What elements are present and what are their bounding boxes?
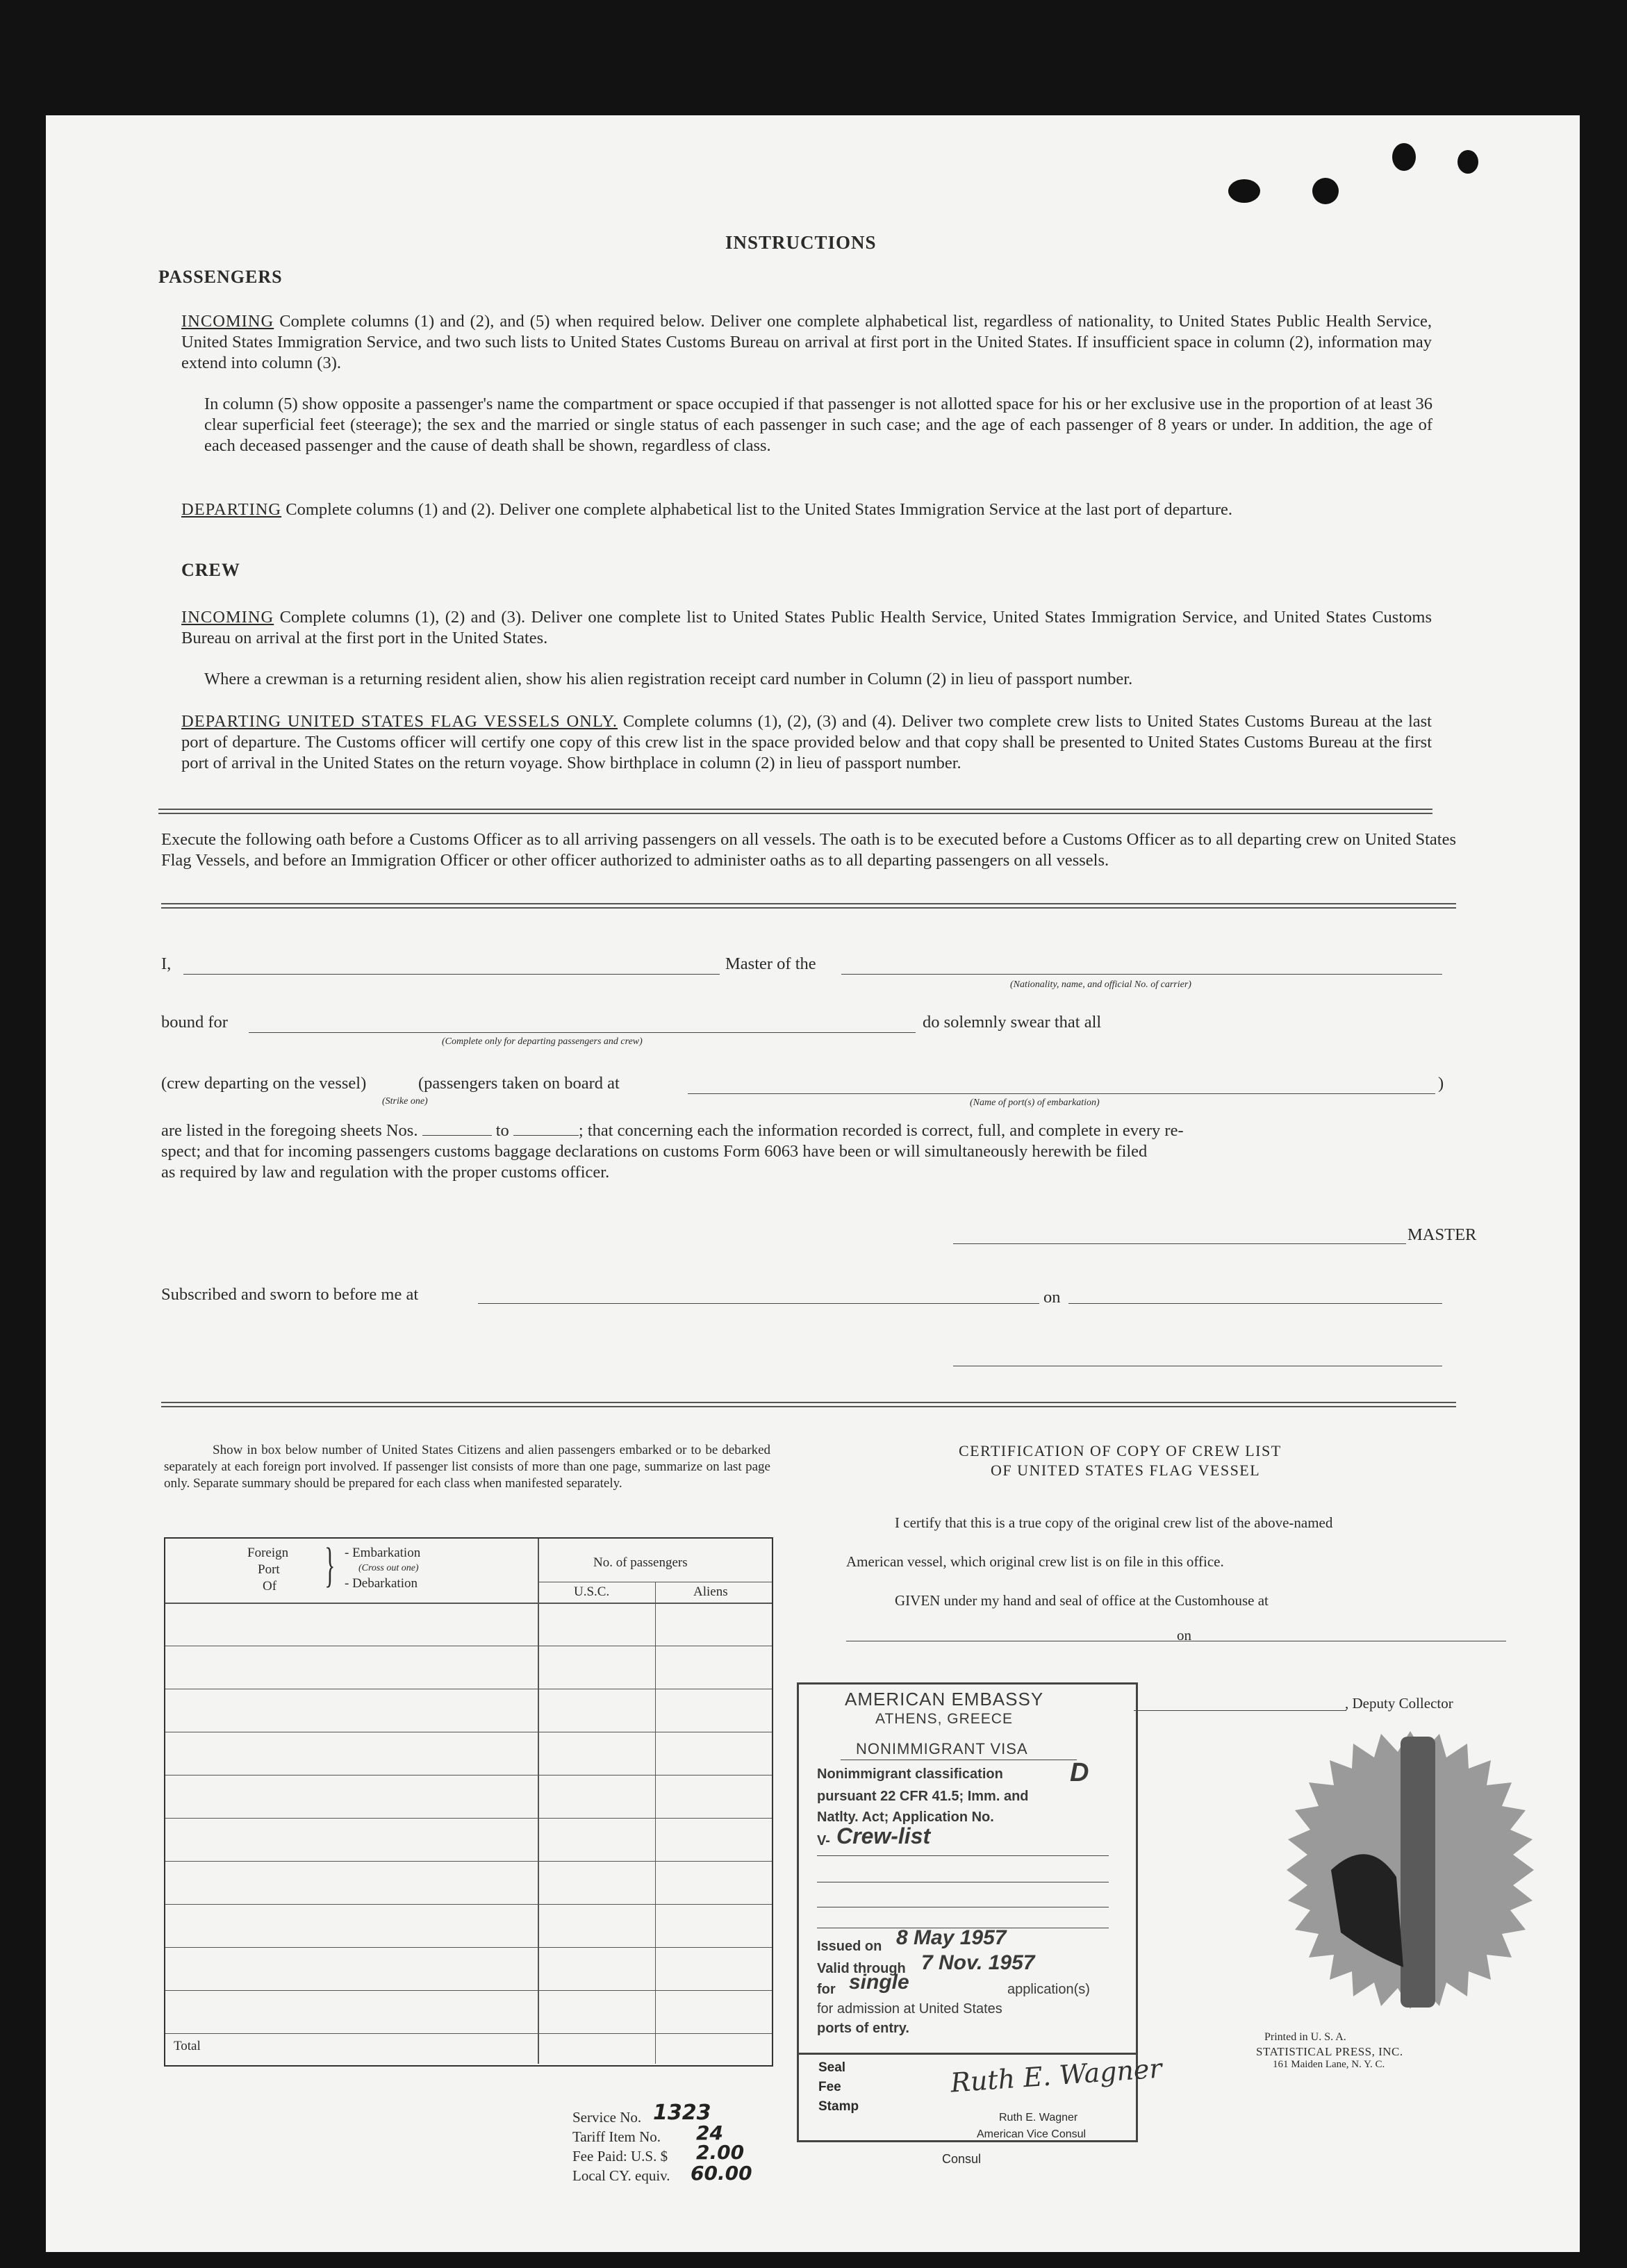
- stamp-valid-label: Valid through: [817, 1961, 906, 1976]
- ink-blot: [1312, 178, 1339, 204]
- tariff-item-label: Tariff Item No.: [572, 2128, 661, 2145]
- table-row-line: [165, 1947, 772, 1948]
- stamp-for-label: for: [817, 1982, 836, 1997]
- passengers-incoming-paragraph: [181, 311, 1432, 374]
- crew-incoming-lead: INCOMING: [181, 608, 274, 627]
- stamp-seal-label: Seal: [818, 2060, 846, 2075]
- sheet-from-blank: [422, 1135, 492, 1136]
- ink-blot: [1392, 143, 1416, 171]
- embarkation-label: - Embarkation: [345, 1546, 421, 1560]
- printer-line2: STATISTICAL PRESS, INC.: [1256, 2045, 1403, 2058]
- fee-paid-label: Fee Paid: U.S. $: [572, 2148, 668, 2164]
- aliens-column-divider: [655, 1582, 656, 2064]
- stamp-pursuant: pursuant 22 CFR 41.5; Imm. and: [817, 1789, 1029, 1804]
- crew-heading: CREW: [181, 560, 240, 580]
- passengers-departing-text: Complete columns (1) and (2). Deliver one complete alphabetical list to the United States Immigration Service at the last port of departure.: [281, 500, 1232, 519]
- given-text: GIVEN under my hand and seal of office at the Customhouse at: [895, 1592, 1269, 1609]
- instructions-title: INSTRUCTIONS: [725, 232, 877, 253]
- passengers-heading: PASSENGERS: [158, 267, 283, 287]
- stamp-applications: application(s): [1007, 1982, 1090, 1997]
- master-label: MASTER: [1407, 1225, 1477, 1244]
- stamp-app-line: [817, 1855, 1109, 1856]
- crew-incoming-text: Complete columns (1), (2) and (3). Deliver one complete list to United States Public Health Service, United States Immigration Service, and United States Customs Bureau on arrival at the first port in the United States.: [181, 608, 1432, 647]
- section-divider: [158, 809, 1432, 814]
- aliens-header: Aliens: [693, 1584, 728, 1599]
- stamp-ports: ports of entry.: [817, 2021, 909, 2036]
- crew-departing-paragraph: [181, 711, 1432, 774]
- ports-caption: (Name of port(s) of embarkation): [970, 1098, 1100, 1108]
- master-of-the-label: Master of the: [725, 954, 816, 973]
- seal-dark-band: [1401, 1737, 1435, 2008]
- printer-line3: 161 Maiden Lane, N. Y. C.: [1273, 2059, 1385, 2070]
- crew-departing-text: Complete columns (1), (2), (3) and (4). Deliver two complete crew lists to United States Customs Bureau at the last port of departure. The Customs officer will certify one copy of this crew list in the space provided below and that copy shall be presented to United States Customs Bureau at the first port of arrival in the United States on the return voyage. Show birthplace in column (2) in lieu of passport number.: [181, 712, 1432, 772]
- port-label: Port: [258, 1562, 280, 1577]
- stamp-issued-label: Issued on: [817, 1939, 882, 1954]
- passengers-incoming-text: Complete columns (1) and (2), and (5) when required below. Deliver one complete alphabetical list, regardless of nationality, to United States Public Health Service, United States Immigration Service, and two such lists to United States Customs Bureau on arrival at first port in the United States. If insufficient space in column (2), information may extend into column (3).: [181, 312, 1432, 372]
- crew-departing-option: (crew departing on the vessel): [161, 1074, 367, 1093]
- stamp-signer-title: American Vice Consul: [977, 2128, 1087, 2140]
- port-column-divider: [538, 1539, 539, 2064]
- bound-for-caption: (Complete only for departing passengers and crew): [442, 1036, 643, 1047]
- oath-divider: [161, 903, 1456, 909]
- stamp-natlty: Natlty. Act; Application No.: [817, 1810, 994, 1825]
- stamp-app-prefix: V-: [817, 1833, 830, 1848]
- usc-header: U.S.C.: [574, 1584, 610, 1599]
- passengers-column5-paragraph: In column (5) show opposite a passenger's name the compartment or space occupied if that passenger is not allotted space for his or her exclusive use in the proportion of at least 36 clear superficial feet (steerage); the sex and the married or single status of each passenger in such case; and the age of each passenger of 8 years or under. In addition, the age of each deceased passenger and the cause of death shall be shown, regardless of class.: [204, 395, 1432, 455]
- no-passengers-header: No. of passengers: [593, 1555, 688, 1570]
- stamp-classification-value: D: [1070, 1758, 1089, 1787]
- table-row-line: [165, 1904, 772, 1905]
- cross-out-caption: (Cross out one): [358, 1563, 419, 1573]
- consul-signature: Ruth E. Wagner: [949, 2053, 1163, 2099]
- local-equiv-label: Local CY. equiv.: [572, 2167, 670, 2184]
- stamp-app-value: Crew-list: [836, 1823, 931, 1848]
- printer-line1: Printed in U. S. A.: [1264, 2031, 1346, 2043]
- listed-to: to: [495, 1121, 509, 1140]
- stamp-consul: Consul: [942, 2152, 982, 2166]
- table-row-line: [165, 1861, 772, 1862]
- crew-departing-lead: DEPARTING UNITED STATES FLAG VESSELS ONLY.: [181, 712, 618, 731]
- listed-line2: spect; and that for incoming passengers customs baggage declarations on customs Form 6063 have been or will simultaneously herewith be filed: [161, 1142, 1148, 1161]
- carrier-caption: (Nationality, name, and official No. of carrier): [1010, 979, 1191, 990]
- stamp-issued-value: 8 May 1957: [896, 1926, 1007, 1949]
- master-name-line: [183, 974, 720, 975]
- carrier-line: [841, 974, 1442, 975]
- close-paren: ): [1438, 1074, 1444, 1093]
- crew-resident-paragraph: Where a crewman is a returning resident alien, show his alien registration receipt card number in Column (2) in lieu of passport number.: [204, 670, 1133, 688]
- tariff-item-value: 24: [696, 2121, 723, 2144]
- foreign-label: Foreign: [247, 1546, 289, 1560]
- ink-blot: [1457, 150, 1478, 174]
- stamp-valid-value: 7 Nov. 1957: [921, 1951, 1035, 1974]
- stamp-stamp-label: Stamp: [818, 2099, 859, 2114]
- listed-sheets-text: [161, 1121, 1184, 1141]
- table-row-line: [165, 2033, 772, 2034]
- listed-a: are listed in the foregoing sheets Nos.: [161, 1121, 418, 1140]
- subscribed-date-line: [1068, 1303, 1442, 1304]
- passenger-summary-table: [164, 1537, 773, 2067]
- subscribed-place-line: [478, 1303, 1039, 1304]
- stamp-athens: ATHENS, GREECE: [875, 1711, 1013, 1727]
- debarkation-label: - Debarkation: [345, 1576, 418, 1591]
- bound-for-label: bound for: [161, 1013, 228, 1032]
- service-no-label: Service No.: [572, 2109, 642, 2126]
- stamp-nonimmigrant-visa: NONIMMIGRANT VISA: [856, 1740, 1028, 1757]
- certify-text: I certify that this is a true copy of the original crew list of the above-named: [895, 1514, 1333, 1531]
- bound-for-line: [249, 1032, 916, 1033]
- service-no-value: 1323: [653, 2101, 711, 2125]
- passengers-taken-option: (passengers taken on board at: [418, 1074, 620, 1093]
- brace-glyph: }: [324, 1539, 336, 1592]
- certification-title-line2: OF UNITED STATES FLAG VESSEL: [991, 1462, 1261, 1479]
- deputy-signature-line: [1134, 1710, 1346, 1711]
- certification-on-label: on: [1177, 1627, 1191, 1644]
- stamp-admission: for admission at United States: [817, 2001, 1002, 2017]
- stamp-signer-name: Ruth E. Wagner: [999, 2112, 1078, 2124]
- ink-blot: [1228, 179, 1260, 203]
- subscribed-on-label: on: [1043, 1288, 1061, 1307]
- stamp-fee-label: Fee: [818, 2080, 841, 2094]
- embossed-seal: [1264, 1724, 1556, 2016]
- table-row-line: [165, 1990, 772, 1991]
- certification-title-line1: CERTIFICATION OF COPY OF CREW LIST: [959, 1442, 1282, 1459]
- embarkation-ports-line: [688, 1093, 1435, 1094]
- stamp-classification-label: Nonimmigrant classification: [817, 1766, 1003, 1782]
- american-vessel-text: American vessel, which original crew list is on file in this office.: [846, 1553, 1224, 1570]
- crew-incoming-paragraph: [181, 607, 1432, 649]
- oath-i-label: I,: [161, 954, 172, 973]
- summary-note: Show in box below number of United States Citizens and alien passengers embarked or to be debarked separately at each foreign port involved. If passenger list consists of more than one page, summarize on last page only. Separate summary should be prepared for each class when manifested separately.: [164, 1443, 770, 1491]
- local-equiv-value: 60.00: [691, 2162, 752, 2185]
- total-label: Total: [174, 2039, 201, 2053]
- passengers-incoming-lead: INCOMING: [181, 312, 274, 331]
- strike-one-caption: (Strike one): [382, 1096, 428, 1107]
- visa-stamp: [797, 1682, 1138, 2055]
- passengers-departing-paragraph: [181, 499, 1432, 520]
- table-row-line: [165, 1818, 772, 1819]
- master-signature-line: [953, 1243, 1406, 1244]
- stamp-embassy: AMERICAN EMBASSY: [845, 1689, 1044, 1710]
- table-row-line: [165, 1775, 772, 1776]
- sheet-to-blank: [513, 1135, 579, 1136]
- oath-intro-paragraph: Execute the following oath before a Customs Officer as to all arriving passengers on all vessels. The oath is to be executed before a Customs Officer as to all departing crew on United States Flag Vessels, and before an Immigration Officer or other officer authorized to administer oaths as to all departing passengers on all vessels.: [161, 830, 1456, 870]
- subscribed-label: Subscribed and sworn to before me at: [161, 1285, 419, 1304]
- swear-label: do solemnly swear that all: [923, 1013, 1102, 1032]
- listed-b: ; that concerning each the information recorded is correct, full, and complete in every re-: [578, 1121, 1184, 1140]
- header-bottom-line: [165, 1603, 772, 1604]
- passengers-departing-lead: DEPARTING: [181, 500, 282, 519]
- form-page: [46, 115, 1580, 2252]
- of-label: Of: [263, 1579, 277, 1594]
- oath-bottom-divider: [161, 1402, 1456, 1407]
- fee-paid-value: 2.00: [696, 2141, 745, 2164]
- deputy-collector-label: , Deputy Collector: [1345, 1695, 1453, 1712]
- stamp-for-value: single: [849, 1971, 909, 1994]
- listed-line3: as required by law and regulation with the proper customs officer.: [161, 1163, 610, 1182]
